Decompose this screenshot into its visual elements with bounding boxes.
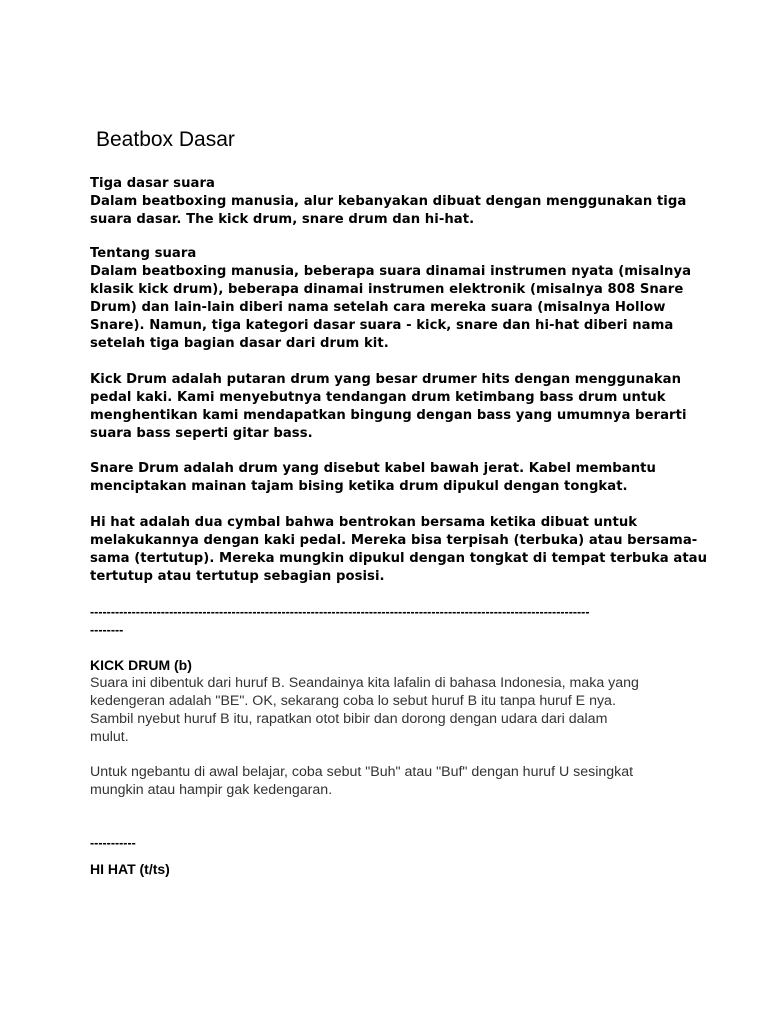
paragraph-line: Dalam beatboxing manusia, beberapa suara dinamai instrumen nyata (misalnya <box>90 264 692 279</box>
divider-long-line2: -------- <box>90 623 124 637</box>
paragraph-line: Untuk ngebantu di awal belajar, coba sebut "Buh" atau "Buf" dengan huruf U sesingkat <box>90 764 634 780</box>
paragraph-line: mungkin atau hampir gak kedengaran. <box>90 782 333 798</box>
paragraph-line: Sambil nyebut huruf B itu, rapatkan otot bibir dan dorong dengan udara dari dalam <box>90 711 608 727</box>
divider-short: ----------- <box>90 836 136 850</box>
paragraph-line: klasik kick drum), beberapa dinamai instrumen elektronik (misalnya 808 Snare <box>90 282 684 297</box>
paragraph-line: Snare). Namun, tiga kategori dasar suara - kick, snare dan hi-hat diberi nama <box>90 318 674 333</box>
kick-drum-paragraph-1 <box>90 674 690 746</box>
paragraph-line: tertutup atau tertutup sebagian posisi. <box>90 569 385 584</box>
paragraph-line: Suara ini dibentuk dari huruf B. Seandainya kita lafalin di bahasa Indonesia, maka yang <box>90 675 639 691</box>
paragraph-line: Kick Drum adalah putaran drum yang besar drumer hits dengan menggunakan <box>90 372 682 387</box>
paragraph-line: Dalam beatboxing manusia, alur kebanyakan dibuat dengan menggunakan tiga <box>90 194 687 209</box>
section-kick-drum-desc <box>90 371 690 443</box>
section-heading: Tentang suara <box>90 246 197 261</box>
section-tiga-dasar-suara <box>90 175 690 229</box>
paragraph-line: pedal kaki. Kami menyebutnya tendangan drum ketimbang bass drum untuk <box>90 390 666 405</box>
paragraph-line: menghentikan kami mendapatkan bingung dengan bass yang umumnya berarti <box>90 408 687 423</box>
section-hi-hat-desc <box>90 514 708 586</box>
section-tentang-suara <box>90 245 690 353</box>
divider-long-line1: ------------------------------------------------------------------------------------------------------------------------ <box>90 605 590 619</box>
paragraph-line: suara bass seperti gitar bass. <box>90 426 313 441</box>
page-title: Beatbox Dasar <box>96 128 235 151</box>
paragraph-line: setelah tiga bagian dasar dari drum kit. <box>90 336 389 351</box>
paragraph-line: melakukannya dengan kaki pedal. Mereka bisa terpisah (terbuka) atau bersama- <box>90 533 698 548</box>
paragraph-line: Hi hat adalah dua cymbal bahwa bentrokan bersama ketika dibuat untuk <box>90 515 638 530</box>
paragraph-line: sama (tertutup). Mereka mungkin dipukul dengan tongkat di tempat terbuka atau <box>90 551 708 566</box>
kick-drum-heading: KICK DRUM (b) <box>90 657 192 673</box>
paragraph-line: Snare Drum adalah drum yang disebut kabel bawah jerat. Kabel membantu <box>90 461 656 476</box>
paragraph-line: Drum) dan lain-lain diberi nama setelah cara mereka suara (misalnya Hollow <box>90 300 666 315</box>
paragraph-line: menciptakan mainan tajam bising ketika drum dipukul dengan tongkat. <box>90 479 628 494</box>
section-snare-drum-desc <box>90 460 690 496</box>
paragraph-line: mulut. <box>90 729 129 745</box>
hi-hat-heading: HI HAT (t/ts) <box>90 861 170 877</box>
paragraph-line: suara dasar. The kick drum, snare drum dan hi-hat. <box>90 212 475 227</box>
paragraph-line: kedengeran adalah "BE". OK, sekarang coba lo sebut huruf B itu tanpa huruf E nya. <box>90 693 616 709</box>
kick-drum-paragraph-2 <box>90 763 690 799</box>
section-heading: Tiga dasar suara <box>90 176 215 191</box>
